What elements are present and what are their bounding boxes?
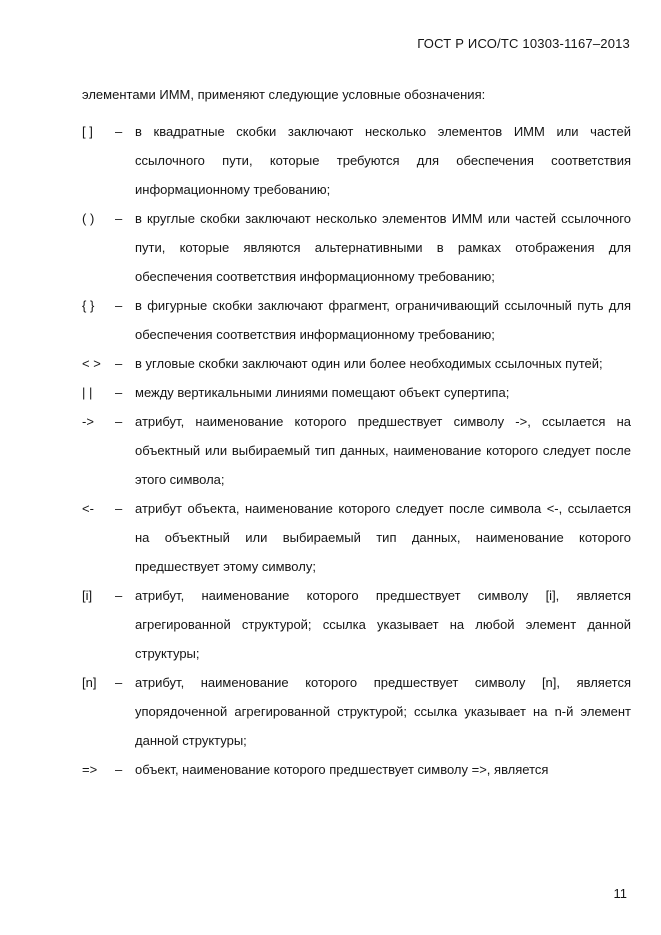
definition-text: в угловые скобки заключают один или более необходимых ссылочных путей; bbox=[135, 356, 603, 371]
definition-text: в круглые скобки заключают несколько элементов ИММ или частей ссылочного пути, которые являются альтернативными в рамках отображения для обеспечения соответствия информационному требованию; bbox=[135, 211, 631, 284]
definition-dash: – bbox=[115, 124, 123, 139]
definition-list bbox=[82, 117, 631, 784]
definition-row bbox=[82, 204, 631, 291]
definition-symbol: [i] bbox=[82, 588, 93, 603]
definition-symbol: <- bbox=[82, 501, 94, 516]
definition-row bbox=[82, 378, 631, 407]
definition-row bbox=[82, 291, 631, 349]
definition-dash: – bbox=[115, 385, 123, 400]
definition-symbol: < > bbox=[82, 356, 101, 371]
definition-symbol: [n] bbox=[82, 675, 97, 690]
definition-dash: – bbox=[115, 675, 123, 690]
definition-dash: – bbox=[115, 588, 123, 603]
page-number: 11 bbox=[613, 886, 627, 901]
definition-row bbox=[82, 407, 631, 494]
definition-symbol: | | bbox=[82, 385, 93, 400]
definition-text: в квадратные скобки заключают несколько элементов ИММ или частей ссылочного пути, которые требуются для обеспечения соответствия информационному требованию; bbox=[135, 124, 631, 197]
definition-dash: – bbox=[115, 211, 123, 226]
definition-text: атрибут, наименование которого предшествует символу [i], является агрегированной структурой; ссылка указывает на любой элемент данной структуры; bbox=[135, 588, 631, 661]
definition-text: объект, наименование которого предшествует символу =>, является bbox=[135, 762, 549, 777]
definition-dash: – bbox=[115, 501, 123, 516]
definition-dash: – bbox=[115, 762, 123, 777]
definition-text: атрибут, наименование которого предшествует символу [n], является упорядоченной агрегированной структурой; ссылка указывает на n-й элемент данной структуры; bbox=[135, 675, 631, 748]
intro-paragraph: элементами ИММ, применяют следующие условные обозначения: bbox=[82, 87, 486, 102]
definition-row bbox=[82, 494, 631, 581]
document-header-designation: ГОСТ Р ИСО/ТС 10303-1167–2013 bbox=[417, 36, 630, 51]
definition-row bbox=[82, 668, 631, 755]
definition-symbol: ( ) bbox=[82, 211, 95, 226]
definition-dash: – bbox=[115, 356, 123, 371]
definition-text: атрибут, наименование которого предшествует символу ->, ссылается на объектный или выбираемый тип данных, наименование которого следует после этого символа; bbox=[135, 414, 631, 487]
page-content bbox=[82, 80, 631, 784]
definition-row bbox=[82, 117, 631, 204]
definition-text: в фигурные скобки заключают фрагмент, ограничивающий ссылочный путь для обеспечения соответствия информационному требованию; bbox=[135, 298, 631, 342]
definition-symbol: => bbox=[82, 762, 98, 777]
definition-dash: – bbox=[115, 298, 123, 313]
definition-symbol: [ ] bbox=[82, 124, 93, 139]
definition-row bbox=[82, 755, 631, 784]
definition-row bbox=[82, 349, 631, 378]
definition-symbol: { } bbox=[82, 298, 95, 313]
definition-text: между вертикальными линиями помещают объект супертипа; bbox=[135, 385, 510, 400]
definition-row bbox=[82, 581, 631, 668]
definition-dash: – bbox=[115, 414, 123, 429]
definition-symbol: -> bbox=[82, 414, 94, 429]
definition-text: атрибут объекта, наименование которого следует после символа <-, ссылается на объектный или выбираемый тип данных, наименование которого предшествует этому символу; bbox=[135, 501, 631, 574]
